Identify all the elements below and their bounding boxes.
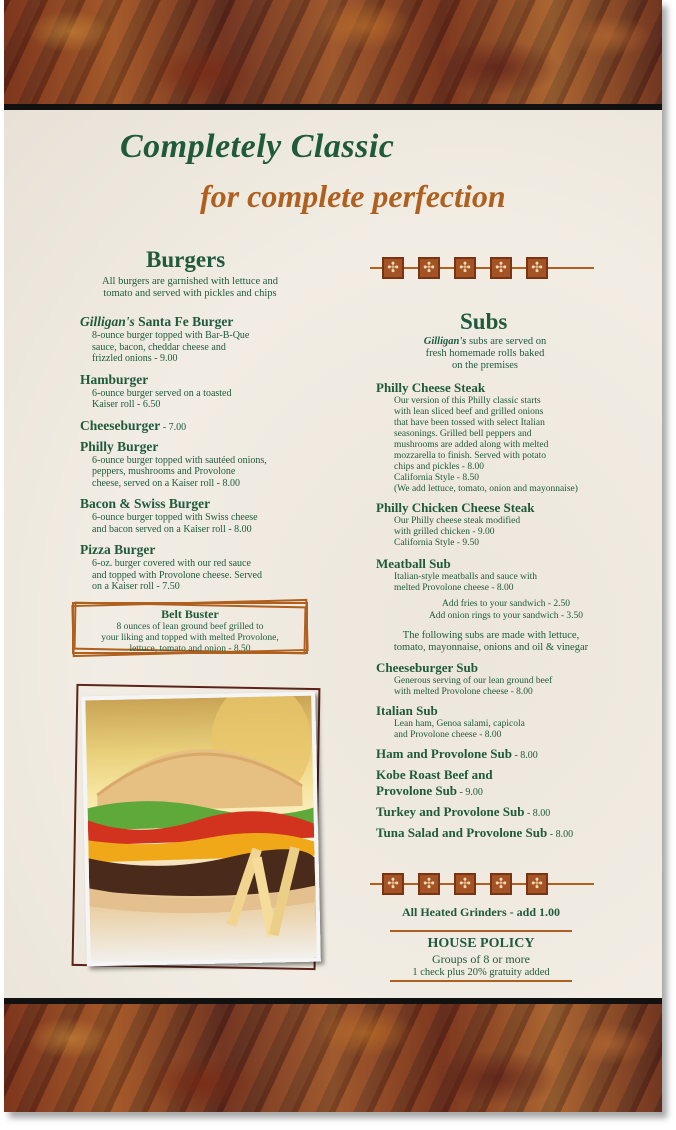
item-desc: Generous serving of our lean ground beef with melted Provolone cheese - 8.00 [394,676,553,697]
burger-item [80,372,310,411]
ornament-tile-icon: ✣ [526,257,548,279]
sub-item [376,380,606,495]
decorative-top-band [4,0,662,110]
item-name: Philly Burger [80,438,159,454]
item-name: Meatball Sub [376,556,451,571]
divider [390,930,572,932]
item-price: - 7.00 [160,421,187,433]
burgers-list [80,314,310,593]
sub-item [376,767,606,799]
ornament-tile-icon: ✣ [454,257,476,279]
item-name: Cheeseburger [80,417,161,433]
ornament-tile-icon: ✣ [526,873,548,895]
burger-item [80,496,310,535]
burger-illustration [85,696,316,963]
addon-fries: Add fries to your sandwich - 2.50 [442,599,570,609]
sub-item [376,500,606,549]
subs-note: The following subs are made with lettuce, tomato, mayonnaise, onions and oil & vinegar [393,630,589,653]
item-desc: 6-ounce burger served on a toasted Kaiser roll - 6.50 [92,387,232,410]
item-name: Cheeseburger Sub [376,660,478,675]
burger-item [80,439,310,490]
item-desc: Our version of this Philly classic starts with lean sliced beef and grilled onions that have been tossed with select Italian seasonings. Grilled bell peppers and mushrooms are added along with melted mozzarella to finish. Served with potato chips and pickles - 8.00 California Style - 8.50 (We add lettuce, tomato, onion and mayonnaise) [394,396,578,494]
item-desc: Our Philly cheese steak modified with grilled chicken - 9.00 California Style - 9.50 [394,516,521,548]
sub-item [376,804,606,820]
addons [406,598,606,622]
house-policy-line1: Groups of 8 or more [432,952,530,966]
ornament-tile-icon: ✣ [490,873,512,895]
item-name: Tuna Salad and Provolone Sub [376,825,548,840]
decorative-bottom-band [4,998,662,1112]
ornament-tiles-top [370,253,594,283]
sub-item [376,825,606,841]
sub-item [376,660,606,698]
brand-name: Gilligan's [423,336,467,347]
subs-list [376,380,606,841]
burgers-intro: All burgers are garnished with lettuce and tomato and served with pickles and chips [102,276,278,299]
subs-intro: Gilligan's subs are served on fresh homemade rolls baked on the premises [423,336,547,371]
item-desc: 6-oz. burger covered with our red sauce and topped with Provolone cheese. Served on a Kaiser roll - 7.50 [92,558,262,592]
item-desc: 8-ounce burger topped with Bar-B-Que sauce, bacon, cheddar cheese and frizzled onions - 9.00 [92,330,250,364]
house-policy [390,930,572,982]
burgers-heading: Burgers [146,247,226,272]
burger-photo [81,692,321,967]
title-line-2: for complete perfection [200,178,506,214]
belt-buster-desc: 8 ounces of lean ground beef grilled to your liking and topped with melted Provolone, lettuce, tomato and onion - 8.50 [101,622,279,654]
subs-heading: Subs [460,309,508,334]
ornament-tiles-bottom [370,869,594,899]
divider [390,980,572,982]
house-policy-heading: HOUSE POLICY [427,936,535,951]
ornament-tile-icon: ✣ [382,257,404,279]
sub-item [376,746,606,762]
burger-item [80,542,310,593]
ornament-tile-icon: ✣ [418,873,440,895]
item-name: Philly Cheese Steak [376,380,486,395]
item-name: Ham and Provolone Sub [376,746,512,761]
burger-item [80,314,310,365]
item-price: - 8.00 [511,750,538,761]
item-desc: Lean ham, Genoa salami, capicola and Provolone cheese - 8.00 [394,719,525,740]
item-desc: 6-ounce burger topped with sautéed onions, peppers, mushrooms and Provolone cheese, served on a Kaiser roll - 8.00 [92,454,267,489]
brand-name: Gilligan's [80,314,135,329]
item-name: Kobe Roast Beef and Provolone Sub [376,767,493,798]
belt-buster-box [72,602,308,654]
item-price: - 8.00 [547,829,574,840]
title-line-1: Completely Classic [120,128,395,165]
ornament-tile-icon: ✣ [490,257,512,279]
item-name: Italian Sub [376,703,438,718]
grinders-note: All Heated Grinders - add 1.00 [402,905,560,919]
item-name: Turkey and Provolone Sub [376,804,525,819]
sub-item [376,703,606,741]
ornament-tile-icon: ✣ [382,873,404,895]
house-policy-line2: 1 check plus 20% gratuity added [412,967,550,978]
ornament-tile-icon: ✣ [454,873,476,895]
burger-item [80,418,310,434]
sub-item [376,556,606,594]
item-desc: Italian-style meatballs and sauce with melted Provolone cheese - 8.00 [394,572,537,593]
item-name: Santa Fe Burger [134,314,234,329]
item-name: Pizza Burger [80,542,156,557]
item-name: Hamburger [80,371,149,387]
addon-onion-rings: Add onion rings to your sandwich - 3.50 [428,611,584,621]
belt-buster-name: Belt Buster [161,607,219,621]
item-name: Bacon & Swiss Burger [80,496,211,511]
item-price: - 9.00 [457,787,483,798]
ornament-tile-icon: ✣ [418,257,440,279]
item-name: Philly Chicken Cheese Steak [376,500,535,515]
item-price: - 8.00 [524,808,551,819]
item-desc: 6-ounce burger topped with Swiss cheese and bacon served on a Kaiser roll - 8.00 [92,512,258,535]
